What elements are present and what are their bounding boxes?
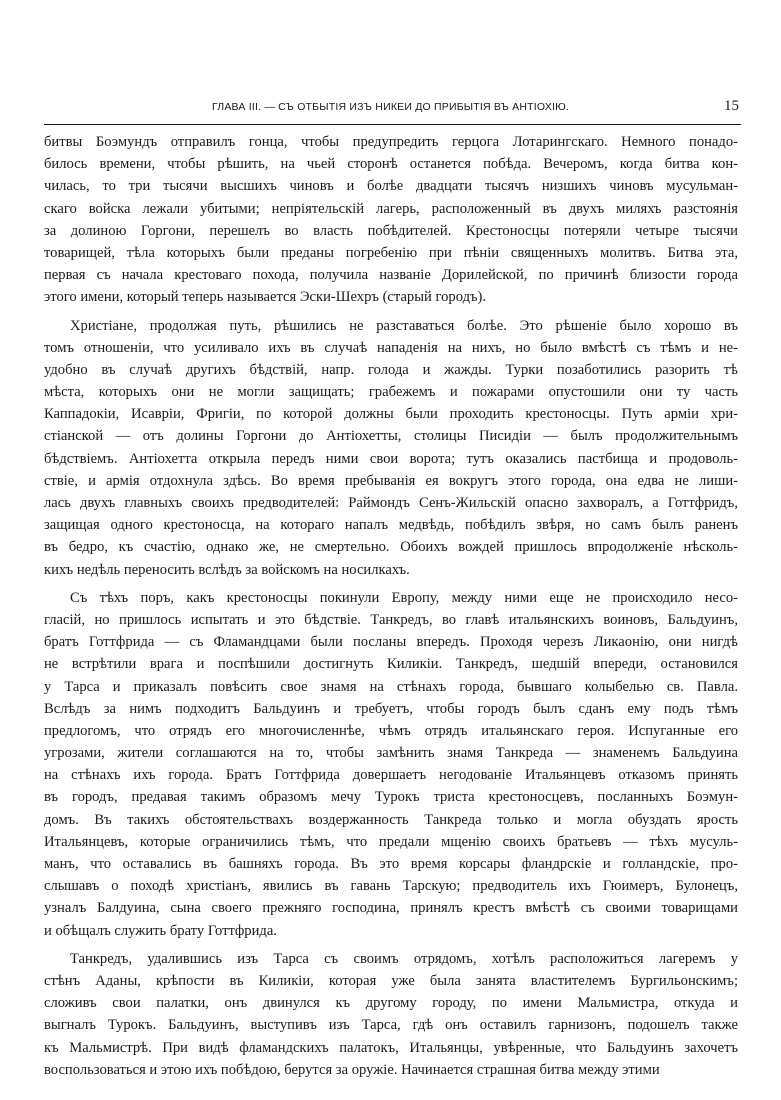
text-line: первая съ начала крестоваго похода, получила названіе Дорилейской, по причинѣ близости города <box>44 267 738 284</box>
text-line: Съ тѣхъ поръ, какъ крестоносцы покинули Европу, между ними еще не происходило несо- <box>70 589 738 606</box>
text-line: ствіе, и армія отдохнула здѣсь. Во время пребыванія ея вокругъ этого города, она едва не лиши- <box>44 472 738 489</box>
paragraph <box>44 587 738 942</box>
text-line: домъ. Въ такихъ обстоятельствахъ воздержанность Танкреда только и могла обуздать ярость <box>44 811 738 828</box>
text-line: гласій, но пришлось испытать и это бѣдствіе. Танкредъ, во главѣ итальянскихъ воиновъ, Бальдуинъ, <box>44 611 738 628</box>
text-line: къ Мальмистрѣ. При видѣ фламандскихъ палатокъ, Итальянцы, увѣренные, что Бальдуинъ захочетъ <box>44 1039 738 1056</box>
text-line: Итальянцевъ, которые ограничились тѣмъ, что предали мщенію своихъ братьевъ — тѣхъ мусуль- <box>44 833 738 850</box>
text-line: удобно въ случаѣ другихъ бѣдствій, напр. голода и жажды. Турки позаботились разорить тѣ <box>44 361 738 378</box>
text-line: манъ, что оставались въ башняхъ города. Въ это время корсары фландрскіе и голландскіе, про- <box>44 856 738 872</box>
text-line: угрозами, жители соглашаются на то, чтобы замѣнить знамя Танкреда — знаменемъ Бальдуина <box>44 745 738 762</box>
text-line: томъ отношеніи, что усиливало ихъ въ случаѣ нападенія на нихъ, но было вмѣстѣ съ тѣмъ и не- <box>44 339 738 356</box>
text-line: выгналъ Турокъ. Бальдуинъ, выступивъ изъ Тарса, гдѣ онъ оставилъ гарнизонъ, подошелъ также <box>44 1017 738 1034</box>
text-line: стѣнъ Аданы, крѣпости въ Киликіи, которая уже была занята властителемъ Бургильонскимъ; <box>44 972 738 989</box>
paragraph <box>44 131 738 309</box>
text-line: предлогомъ, что отрядъ его многочисленнѣе, чѣмъ отрядъ итальянскаго героя. Испуганные его <box>44 722 738 739</box>
text-line: и обѣщалъ служить брату Готтфрида. <box>44 922 277 939</box>
text-line: мѣста, которыхъ они не могли защищать; грабежемъ и пожарами опустошили они ту часть <box>44 384 738 401</box>
text-line: битвы Боэмундъ отправилъ гонца, чтобы предупредить герцога Лотарингскаго. Немного понадо- <box>44 134 738 150</box>
text-line: бѣдствіемъ. Антіохетта открыла передъ ними свои ворота; тутъ оказались пастбища и продоволь- <box>44 450 738 467</box>
text-line: защищая одного крестоносца, на котораго напалъ медвѣдь, побѣдилъ звѣря, но самъ былъ раненъ <box>44 517 738 534</box>
page-number: 15 <box>724 98 739 114</box>
header-rule <box>44 124 741 125</box>
text-line: стіанской — отъ долины Горгони до Антіохетты, столицы Писидіи — былъ продолжительнымъ <box>44 428 738 445</box>
text-line: Каппадокіи, Исавріи, Фригіи, по которой должны были проходить крестоносцы. Путь арміи хри- <box>44 406 738 423</box>
text-line: у Тарса и приказалъ повѣсить свое знамя на стѣнахъ города, бывшаго колыбелью св. Павла. <box>44 678 738 695</box>
text-line: товарищей, тѣла которыхъ были преданы погребенію при пѣніи священныхъ молитвъ. Битва эта, <box>44 244 738 261</box>
text-line: слышавъ о походѣ христіанъ, явились въ гавань Тарскую; предводитель ихъ Гюимеръ, Булонецъ, <box>44 878 738 895</box>
text-line: лась двухъ главныхъ своихъ предводителей: Раймондъ Сенъ-Жильскій опасно захворалъ, а Готтфридъ, <box>44 495 738 511</box>
text-line: братъ Готтфрида — съ Фламандцами были посланы впередъ. Проходя черезъ Ликаонію, они нигдѣ <box>44 634 738 651</box>
text-line: за долиною Горгони, перешелъ во власть побѣдителей. Крестоносцы потеряли четыре тысячи <box>44 222 738 239</box>
text-line: Вслѣдъ за нимъ подходитъ Бальдуинъ и требуетъ, чтобы городъ былъ сданъ ему подъ тѣмъ <box>44 700 738 717</box>
text-line: Танкредъ, удалившись изъ Тарса съ своимъ отрядомъ, хотѣлъ расположиться лагеремъ у <box>70 950 738 967</box>
text-line: кихъ недѣль переносить вслѣдъ за войскомъ на носилкахъ. <box>44 561 410 578</box>
paragraph <box>44 315 738 581</box>
text-line: въ бедро, къ счастію, однако же, не смертельно. Обоихъ вождей пришлось впродолженіе нѣсколь- <box>44 539 738 556</box>
text-line: скаго войска лежали убитыми; непріятельскій лагерь, расположенный въ двухъ миляхъ разстоянія <box>44 200 738 217</box>
text-line: въ городъ, предавая такимъ образомъ мечу Турокъ триста крестоносцевъ, посланныхъ Боэмун- <box>44 789 738 806</box>
running-title: ГЛАВА III. — СЪ ОТБЫТІЯ ИЗЪ НИКЕИ ДО ПРИБЫТІЯ ВЪ АНТІОХІЮ. <box>211 101 570 113</box>
text-line: Христіане, продолжая путь, рѣшились не разставаться болѣе. Это рѣшеніе было хорошо въ <box>70 317 738 334</box>
text-line: не встрѣтили врага и поспѣшили достигнуть Киликіи. Танкредъ, шедшій впереди, остановился <box>44 656 738 673</box>
text-line: сложивъ свои палатки, онъ двинулся къ другому городу, по имени Мальмистра, откуда и <box>44 995 738 1012</box>
text-line: билось времени, чтобы рѣшить, на чьей сторонѣ останется побѣда. Вечеромъ, когда битва кон- <box>44 156 738 173</box>
text-line: на стѣнахъ ихъ города. Братъ Готтфрида довершаетъ негодованіе Итальянцевъ отказомъ принять <box>44 767 738 784</box>
text-line: узналъ Балдуина, сына своего прежняго господина, принялъ крестъ вмѣстѣ съ своими товарищами <box>44 900 738 917</box>
text-line: этого имени, который теперь называется Эски-Шехръ (старый городъ). <box>44 289 487 306</box>
text-line: чилась, то три тысячи высшихъ чиновъ и болѣе двадцати тысячъ низшихъ чиновъ мусульман- <box>44 178 738 195</box>
text-line: воспользоваться и этою ихъ побѣдою, берутся за оружіе. Начинается страшная битва между этими <box>44 1061 660 1078</box>
paragraph <box>44 948 738 1081</box>
body-text <box>44 131 738 1081</box>
